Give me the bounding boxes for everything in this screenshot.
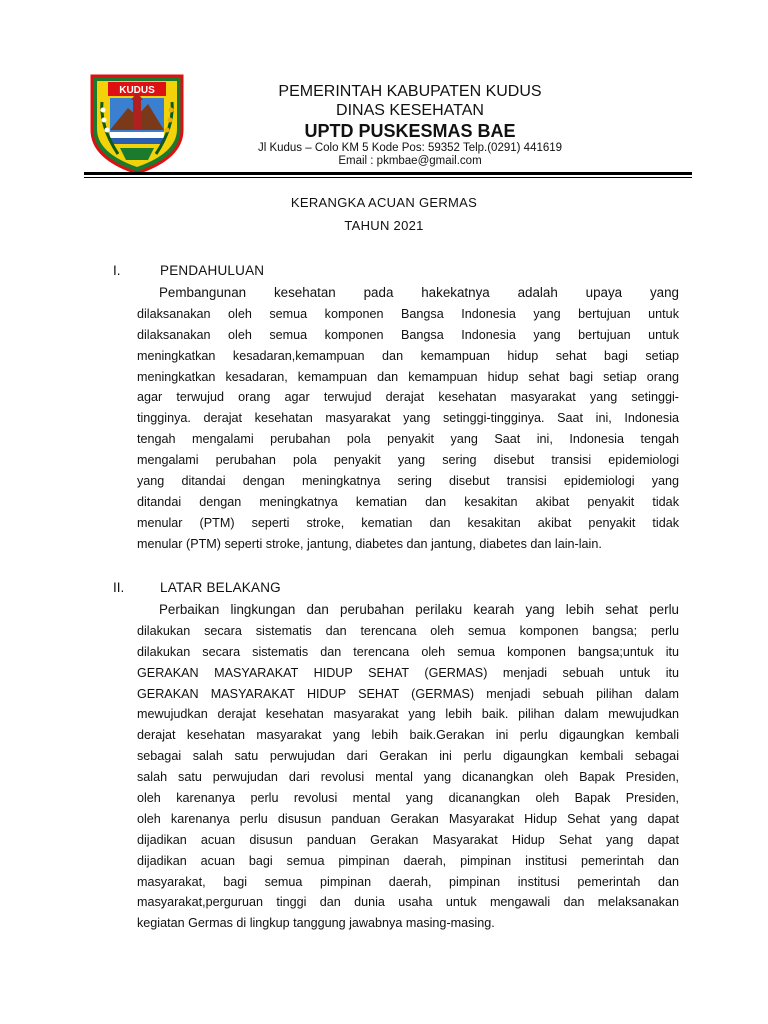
logo-text: KUDUS	[119, 85, 155, 96]
letterhead	[200, 82, 620, 168]
letterhead-thick-rule	[84, 172, 692, 175]
paragraph-line: oleh karenanya perlu disusun panduan Gerakan Masyarakat Hidup Sehat yang dapat	[137, 811, 679, 826]
government-name: PEMERINTAH KABUPATEN KUDUS	[278, 83, 542, 100]
paragraph-line: dilakukan secara sistematis dan terencana oleh semua komponen bangsa; perlu	[137, 623, 679, 638]
institution-name: UPTD PUSKESMAS BAE	[304, 121, 516, 141]
email: Email : pkmbae@gmail.com	[338, 155, 482, 167]
document-year: TAHUN 2021	[344, 218, 424, 233]
paragraph-line: yang ditandai dengan meningkatnya sering disebut transisi epidemiologi yang	[137, 474, 679, 489]
paragraph-line: meningkatkan kesadaran, kemampuan dan kemampuan hidup sehat bagi setiap orang	[137, 369, 679, 384]
section-body-latar-belakang	[137, 600, 679, 934]
paragraph-line: derajat kesehatan masyarakat yang lebih baik.Gerakan ini perlu digaungkan kembali	[137, 728, 679, 743]
paragraph-line: agar terwujud orang agar terwujud derajat kesehatan masyarakat yang setinggi-	[137, 390, 679, 405]
paragraph-line: Pembangunan kesehatan pada hakekatnya adalah upaya yang	[159, 285, 679, 300]
kudus-regency-logo	[88, 72, 186, 176]
paragraph-line: kegiatan Germas di lingkup tanggung jawabnya masing-masing.	[137, 916, 495, 931]
paragraph-line: tingginya. derajat kesehatan masyarakat yang setinggi-tingginya. Saat ini, Indonesia	[137, 411, 679, 426]
paragraph-line: sebagai salah satu perwujudan dari Gerakan ini perlu digaungkan kembali sebagai	[137, 749, 679, 764]
section-number-2: II.	[113, 580, 125, 595]
paragraph-line: salah satu perwujudan dari revolusi mental yang dicanangkan oleh Bapak Presiden,	[137, 770, 679, 785]
paragraph-line: ditandai dengan meningkatnya kematian dan kesakitan akibat penyakit tidak	[137, 494, 679, 509]
paragraph-line: dilaksanakan oleh semua komponen Bangsa Indonesia yang bertujuan untuk	[137, 327, 679, 342]
paragraph-line: menular (PTM) seperti stroke, kematian dan kesakitan akibat penyakit tidak	[137, 515, 679, 530]
paragraph-line: GERAKAN MASYARAKAT HIDUP SEHAT (GERMAS) menjadi sebuah pilihan dalam	[137, 686, 679, 701]
document-title: KERANGKA ACUAN GERMAS	[290, 195, 478, 210]
letterhead-thin-rule	[84, 177, 692, 178]
address: Jl Kudus – Colo KM 5 Kode Pos: 59352 Telp.(0291) 441619	[257, 142, 563, 154]
section-number-1: I.	[113, 263, 121, 278]
section-body-pendahuluan	[137, 283, 679, 555]
paragraph-line: masyarakat,perguruan tinggi dan dunia usaha untuk mengawali dan melaksanakan	[137, 895, 679, 910]
paragraph-line: dijadikan acuan bagi semua pimpinan daerah, pimpinan institusi pemerintah dan	[137, 853, 679, 868]
paragraph-line: mengalami perubahan pola penyakit yang sering disebut transisi epidemiologi	[137, 453, 679, 468]
paragraph-line: tengah mengalami perubahan pola penyakit yang Saat ini, Indonesia tengah	[137, 432, 679, 447]
paragraph-line: meningkatkan kesadaran,kemampuan dan kemampuan hidup sehat bagi setiap	[137, 348, 679, 363]
paragraph-line: masyarakat, bagi semua pimpinan daerah, pimpinan institusi pemerintah dan	[137, 874, 679, 889]
paragraph-line: dilakukan secara sistematis dan terencana oleh semua komponen bangsa;untuk itu	[137, 644, 679, 659]
section-title-pendahuluan: PENDAHULUAN	[160, 263, 265, 278]
paragraph-line: menular (PTM) seperti stroke, jantung, diabetes dan jantung, diabetes dan lain-lain.	[137, 536, 602, 551]
paragraph-line: Perbaikan lingkungan dan perubahan perilaku kearah yang lebih sehat perlu	[159, 602, 679, 617]
department-name: DINAS KESEHATAN	[336, 102, 484, 119]
paragraph-line: GERAKAN MASYARAKAT HIDUP SEHAT (GERMAS) menjadi sebuah untuk itu	[137, 665, 679, 680]
section-title-latar-belakang: LATAR BELAKANG	[160, 580, 281, 595]
paragraph-line: dijadikan acuan disusun panduan Gerakan Masyarakat Hidup Sehat yang dapat	[137, 832, 679, 847]
paragraph-line: oleh karenanya perlu revolusi mental yang dicanangkan oleh Bapak Presiden,	[137, 791, 679, 806]
paragraph-line: dilaksanakan oleh semua komponen Bangsa Indonesia yang bertujuan untuk	[137, 306, 679, 321]
paragraph-line: mewujudkan derajat kesehatan masyarakat yang lebih baik. pilihan dalam mewujudkan	[137, 707, 679, 722]
